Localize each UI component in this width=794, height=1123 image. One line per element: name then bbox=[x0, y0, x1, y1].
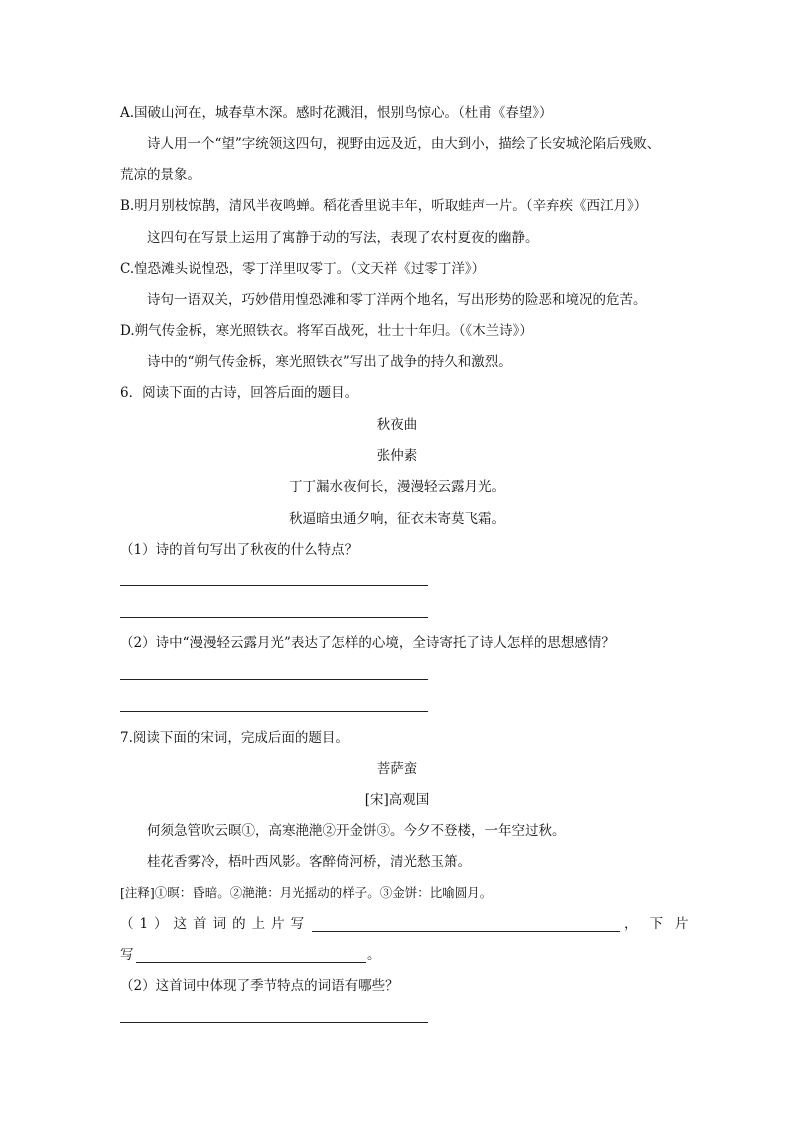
q6-sub2-answer-line-2[interactable] bbox=[120, 711, 428, 712]
q7-sub1-part-1: （1）这首词的上片写 bbox=[120, 916, 311, 932]
option-b-text: B.明月别枝惊鹊，清风半夜鸣蝉。稻花香里说丰年，听取蛙声一片。（辛弃疾《西江月》） bbox=[120, 198, 648, 214]
q7-poem-author: [宋]高观国 bbox=[364, 792, 430, 808]
q7-sub1-part-4: 。 bbox=[367, 947, 381, 963]
q6-poem-title: 秋夜曲 bbox=[376, 417, 418, 433]
q7-annotation: [注释]①暝：昏暗。②滟滟：月光摇动的样子。③金饼：比喻圆月。 bbox=[120, 885, 493, 900]
q7-sub1-part-3: 写 bbox=[120, 947, 134, 963]
q6-sub2: （2）诗中“漫漫轻云露月光”表达了怎样的心境，全诗寄托了诗人怎样的思想感情？ bbox=[120, 635, 615, 651]
option-a-text: A.国破山河在，城春草木深。感时花溅泪，恨别鸟惊心。（杜甫《春望》） bbox=[120, 105, 553, 121]
option-a-explanation-cont: 荒凉的景象。 bbox=[120, 167, 201, 183]
q6-poem-line-1: 丁丁漏水夜何长，漫漫轻云露月光。 bbox=[289, 479, 505, 495]
q6-sub1-answer-line-2[interactable] bbox=[120, 617, 428, 618]
q7-poem-line-2: 桂花香雾冷，梧叶西风影。客醉倚河桥，清光愁玉箫。 bbox=[147, 854, 471, 870]
q7-sub2-answer-line[interactable] bbox=[120, 1022, 428, 1023]
option-b-explanation: 这四句在写景上运用了寓静于动的写法，表现了农村夏夜的幽静。 bbox=[147, 230, 539, 246]
option-a-explanation: 诗人用一个“望”字统领这四句，视野由远及近，由大到小，描绘了长安城沦陷后残败、 bbox=[147, 136, 661, 152]
q7-sub2: （2）这首词中体现了季节特点的词语有哪些？ bbox=[120, 978, 399, 994]
q7-poem-title: 菩萨蛮 bbox=[376, 761, 418, 777]
q6-sub2-answer-line-1[interactable] bbox=[120, 679, 428, 680]
option-d-text: D.朔气传金柝，寒光照铁衣。将军百战死，壮士十年归。（《木兰诗》） bbox=[120, 323, 533, 339]
option-c-text: C.惶恐滩头说惶恐，零丁洋里叹零丁。（文天祥《过零丁洋》） bbox=[120, 261, 486, 277]
q6-prompt: 6．阅读下面的古诗，回答后面的题目。 bbox=[120, 385, 359, 401]
q7-sub1-blank-lower[interactable] bbox=[136, 962, 366, 963]
q7-sub1-part-2: ，下片 bbox=[624, 916, 701, 932]
q7-prompt: 7.阅读下面的宋词，完成后面的题目。 bbox=[120, 730, 349, 746]
q6-sub1: （1）诗的首句写出了秋夜的什么特点？ bbox=[120, 542, 359, 558]
q7-sub1-blank-upper[interactable] bbox=[312, 931, 620, 932]
q7-poem-line-1: 何须急管吹云暝①，高寒滟滟②开金饼③。今夕不登楼，一年空过秋。 bbox=[147, 823, 566, 839]
option-d-explanation: 诗中的“朔气传金柝，寒光照铁衣”写出了战争的持久和激烈。 bbox=[147, 354, 512, 370]
option-c-explanation: 诗句一语双关，巧妙借用惶恐滩和零丁洋两个地名，写出形势的险恶和境况的危苦。 bbox=[147, 292, 647, 308]
q6-poem-author: 张仲素 bbox=[376, 448, 418, 464]
q6-poem-line-2: 秋逼暗虫通夕响，征衣未寄莫飞霜。 bbox=[289, 511, 505, 527]
q6-sub1-answer-line-1[interactable] bbox=[120, 585, 428, 586]
